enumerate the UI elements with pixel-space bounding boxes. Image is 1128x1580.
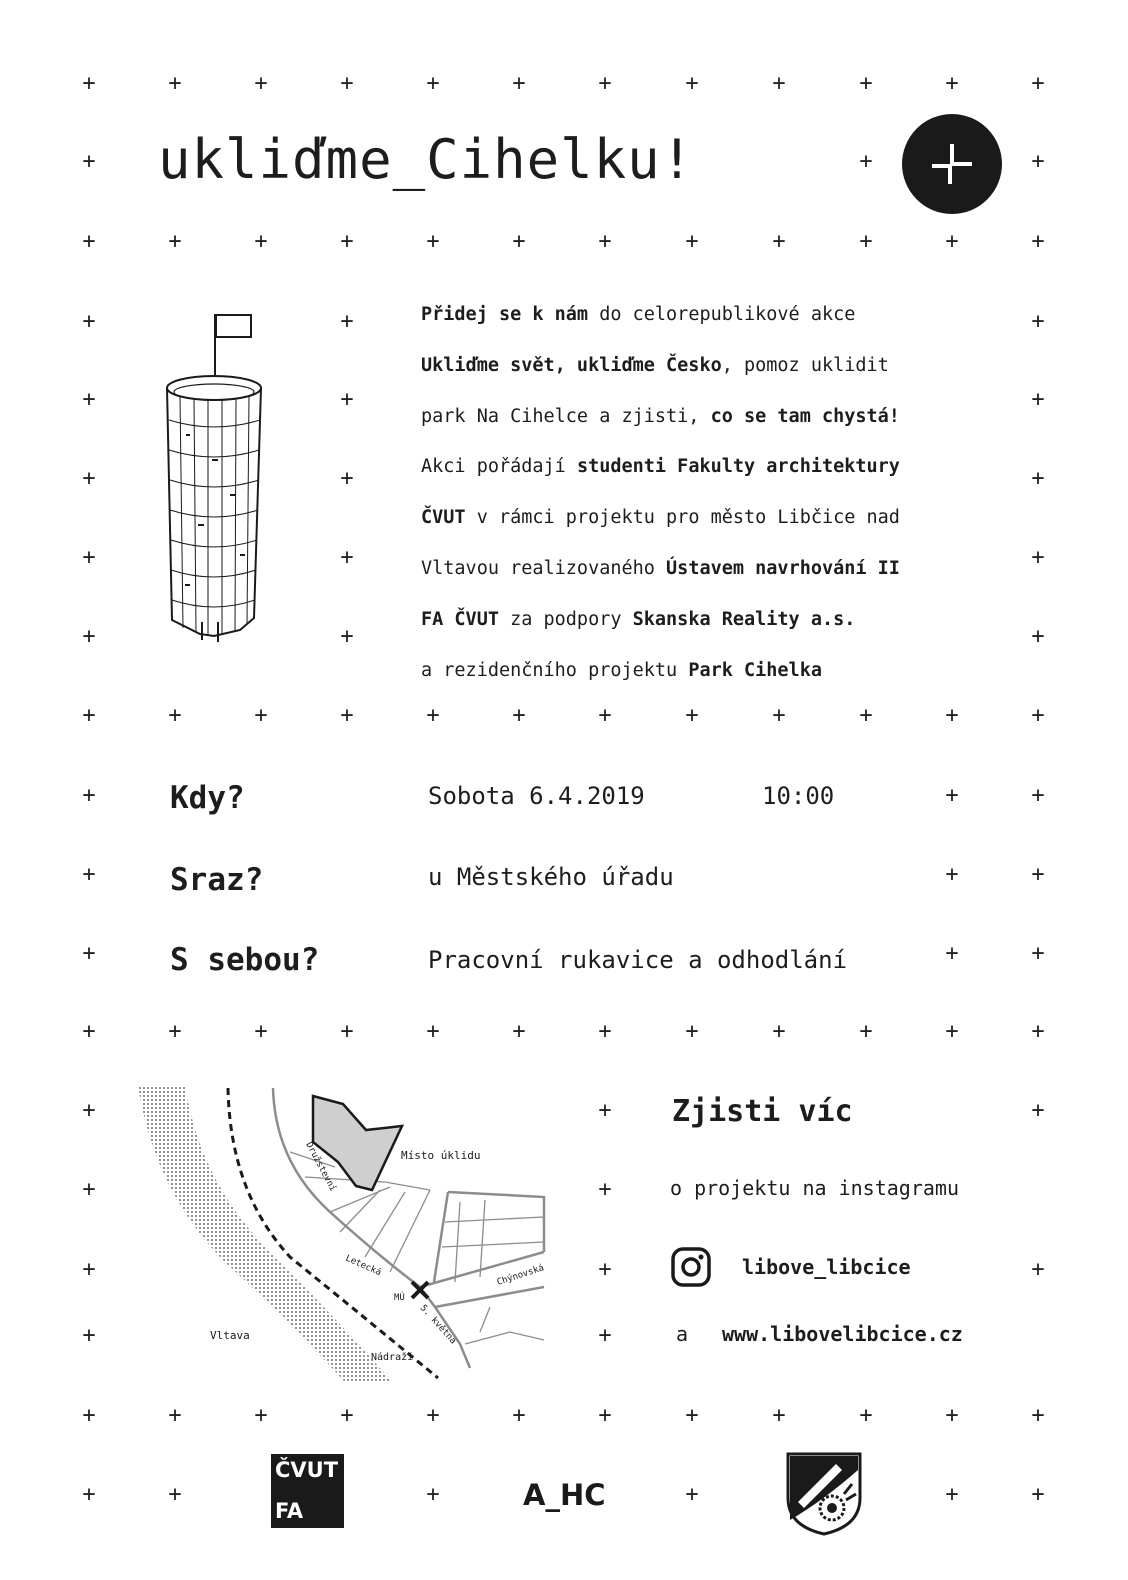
plus-mark-icon: + <box>598 1098 612 1123</box>
plus-mark-icon: + <box>859 1019 873 1044</box>
plus-mark-icon: + <box>340 309 354 334</box>
map-label-river: Vltava <box>210 1329 250 1342</box>
plus-mark-icon: + <box>1031 624 1045 649</box>
intro-text: Vltavou realizovaného <box>421 557 667 579</box>
intro-text: , pomoz uklidit <box>721 354 889 376</box>
plus-mark-icon: + <box>598 1019 612 1044</box>
plus-mark-icon: + <box>772 1019 786 1044</box>
intro-text: v rámci projektu pro město Libčice nad <box>465 507 900 529</box>
plus-mark-icon: + <box>426 703 440 728</box>
intro-paragraph <box>421 290 1021 696</box>
plus-mark-icon: + <box>168 71 182 96</box>
plus-mark-icon: + <box>82 1323 96 1348</box>
plus-mark-icon: + <box>685 703 699 728</box>
intro-line <box>421 544 1021 595</box>
plus-mark-icon: + <box>1031 466 1045 491</box>
plus-mark-icon: + <box>82 1019 96 1044</box>
plus-mark-icon: + <box>945 1019 959 1044</box>
plus-mark-icon: + <box>82 466 96 491</box>
intro-bold-text: FA ČVUT <box>421 608 499 630</box>
plus-mark-icon: + <box>82 1257 96 1282</box>
plus-mark-icon: + <box>859 149 873 174</box>
plus-mark-icon: + <box>772 1403 786 1428</box>
plus-mark-icon: + <box>168 703 182 728</box>
plus-mark-icon: + <box>168 229 182 254</box>
plus-mark-icon: + <box>340 1403 354 1428</box>
plus-mark-icon: + <box>254 703 268 728</box>
plus-mark-icon: + <box>1031 1403 1045 1428</box>
plus-mark-icon: + <box>340 387 354 412</box>
plus-mark-icon: + <box>168 1482 182 1507</box>
intro-line <box>421 442 1021 493</box>
plus-mark-icon: + <box>340 71 354 96</box>
intro-line <box>421 595 1021 646</box>
plus-mark-icon: + <box>685 1019 699 1044</box>
more-title: Zjisti víc <box>672 1094 853 1129</box>
meet-label: Sraz? <box>170 862 264 898</box>
intro-bold-text: studenti Fakulty architektury <box>576 456 900 478</box>
plus-mark-icon: + <box>340 229 354 254</box>
plus-mark-icon: + <box>598 1403 612 1428</box>
plus-mark-icon: + <box>82 71 96 96</box>
plus-mark-icon: + <box>859 703 873 728</box>
map-label-chynovska: Chýnovská <box>495 1263 546 1288</box>
map-label-station: Nádraží <box>371 1352 414 1363</box>
meet-value: u Městského úřadu <box>428 863 674 891</box>
tower-illustration-icon <box>150 300 280 650</box>
plus-mark-icon: + <box>685 1403 699 1428</box>
plus-mark-icon: + <box>340 545 354 570</box>
cvut-logo-line2: FA <box>275 1499 304 1523</box>
plus-mark-icon: + <box>945 1403 959 1428</box>
intro-line <box>421 493 1021 544</box>
plus-mark-icon: + <box>685 229 699 254</box>
plus-mark-icon: + <box>254 229 268 254</box>
intro-bold-text: Ústavem navrhování II <box>666 557 900 579</box>
plus-mark-icon: + <box>598 71 612 96</box>
plus-mark-icon: + <box>1031 1098 1045 1123</box>
instagram-icon <box>670 1246 712 1288</box>
plus-mark-icon: + <box>82 941 96 966</box>
plus-mark-icon: + <box>82 229 96 254</box>
plus-logo-icon <box>902 114 1002 214</box>
plus-mark-icon: + <box>340 1019 354 1044</box>
plus-mark-icon: + <box>426 229 440 254</box>
map-label-cleanup-place: Místo úklidu <box>401 1149 481 1162</box>
plus-mark-icon: + <box>598 1177 612 1202</box>
plus-mark-icon: + <box>598 703 612 728</box>
plus-mark-icon: + <box>945 862 959 887</box>
plus-mark-icon: + <box>168 1403 182 1428</box>
plus-mark-icon: + <box>512 229 526 254</box>
plus-mark-icon: + <box>512 71 526 96</box>
plus-mark-icon: + <box>426 1482 440 1507</box>
plus-mark-icon: + <box>945 703 959 728</box>
intro-line <box>421 392 1021 443</box>
location-map <box>130 1082 550 1387</box>
plus-mark-icon: + <box>512 703 526 728</box>
plus-mark-icon: + <box>772 71 786 96</box>
plus-mark-icon: + <box>340 703 354 728</box>
plus-mark-icon: + <box>1031 149 1045 174</box>
bring-value: Pracovní rukavice a odhodlání <box>428 946 848 974</box>
when-time: 10:00 <box>762 782 835 810</box>
plus-mark-icon: + <box>685 1482 699 1507</box>
plus-mark-icon: + <box>254 71 268 96</box>
cvut-fa-logo <box>271 1454 344 1528</box>
plus-mark-icon: + <box>945 783 959 808</box>
website-link[interactable]: www.libovelibcice.cz <box>722 1322 963 1346</box>
intro-bold-text: Park Cihelka <box>688 659 822 681</box>
intro-bold-text: Skanska Reality a.s. <box>632 608 856 630</box>
plus-mark-icon: + <box>168 1019 182 1044</box>
plus-mark-icon: + <box>1031 1257 1045 1282</box>
plus-mark-icon: + <box>82 703 96 728</box>
plus-mark-icon: + <box>82 387 96 412</box>
intro-text: do celorepublikové akce <box>588 304 856 325</box>
intro-line <box>421 341 1021 392</box>
plus-mark-icon: + <box>512 1019 526 1044</box>
more-subtitle: o projektu na instagramu <box>670 1176 959 1200</box>
plus-mark-icon: + <box>82 545 96 570</box>
plus-mark-icon: + <box>82 624 96 649</box>
instagram-handle-link[interactable]: libove_libcice <box>742 1255 911 1279</box>
plus-mark-icon: + <box>598 1257 612 1282</box>
plus-mark-icon: + <box>82 1403 96 1428</box>
plus-mark-icon: + <box>772 229 786 254</box>
plus-mark-icon: + <box>426 71 440 96</box>
ahc-logo: A_HC <box>523 1478 606 1512</box>
intro-text: park Na Cihelce a zjisti, <box>421 405 711 427</box>
when-label: Kdy? <box>170 780 245 816</box>
plus-mark-icon: + <box>598 1323 612 1348</box>
plus-mark-icon: + <box>945 71 959 96</box>
plus-mark-icon: + <box>1031 71 1045 96</box>
plus-mark-icon: + <box>82 309 96 334</box>
plus-mark-icon: + <box>340 466 354 491</box>
and-text: a <box>676 1322 689 1346</box>
plus-mark-icon: + <box>1031 941 1045 966</box>
intro-line <box>421 290 1021 341</box>
plus-mark-icon: + <box>254 1019 268 1044</box>
plus-mark-icon: + <box>772 703 786 728</box>
plus-mark-icon: + <box>1031 783 1045 808</box>
plus-mark-icon: + <box>1031 1019 1045 1044</box>
plus-mark-icon: + <box>340 624 354 649</box>
intro-bold-text: Přidej se k nám <box>421 304 589 325</box>
plus-mark-icon: + <box>1031 309 1045 334</box>
intro-text: za podpory <box>498 608 633 630</box>
plus-mark-icon: + <box>859 1403 873 1428</box>
plus-mark-icon: + <box>82 783 96 808</box>
plus-mark-icon: + <box>859 229 873 254</box>
plus-mark-icon: + <box>512 1403 526 1428</box>
plus-mark-icon: + <box>82 149 96 174</box>
intro-line <box>421 646 1021 697</box>
map-label-5kvetna: 5. května <box>417 1303 458 1347</box>
plus-mark-icon: + <box>945 941 959 966</box>
plus-mark-icon: + <box>82 1177 96 1202</box>
map-label-letecka: Letecká <box>343 1253 383 1279</box>
town-crest-icon <box>784 1450 864 1538</box>
map-label-druzstevni: Družstevní <box>303 1140 338 1194</box>
plus-mark-icon: + <box>426 1019 440 1044</box>
plus-mark-icon: + <box>1031 703 1045 728</box>
plus-mark-icon: + <box>1031 545 1045 570</box>
plus-mark-icon: + <box>945 1482 959 1507</box>
plus-mark-icon: + <box>859 71 873 96</box>
intro-bold-text: ČVUT <box>421 507 466 529</box>
when-date: Sobota 6.4.2019 <box>428 782 645 810</box>
plus-mark-icon: + <box>685 71 699 96</box>
plus-mark-icon: + <box>598 229 612 254</box>
plus-mark-icon: + <box>1031 862 1045 887</box>
plus-mark-icon: + <box>82 862 96 887</box>
intro-bold-text: Ukliďme svět, ukliďme Česko <box>421 354 722 376</box>
map-label-mu: MÚ <box>394 1293 405 1303</box>
plus-mark-icon: + <box>82 1482 96 1507</box>
plus-mark-icon: + <box>426 1403 440 1428</box>
intro-text: Akci pořádají <box>421 456 577 478</box>
intro-text: a rezidenčního projektu <box>421 659 689 681</box>
plus-mark-icon: + <box>945 229 959 254</box>
plus-mark-icon: + <box>1031 229 1045 254</box>
plus-mark-icon: + <box>1031 387 1045 412</box>
intro-bold-text: co se tam chystá! <box>710 405 900 427</box>
plus-mark-icon: + <box>254 1403 268 1428</box>
plus-mark-icon: + <box>82 1098 96 1123</box>
meeting-point-cross-icon <box>412 1282 428 1298</box>
bring-label: S sebou? <box>170 942 320 978</box>
page-title: ukliďme_Cihelku! <box>158 128 695 191</box>
plus-mark-icon: + <box>1031 1482 1045 1507</box>
cvut-logo-line1: ČVUT <box>275 1458 339 1482</box>
